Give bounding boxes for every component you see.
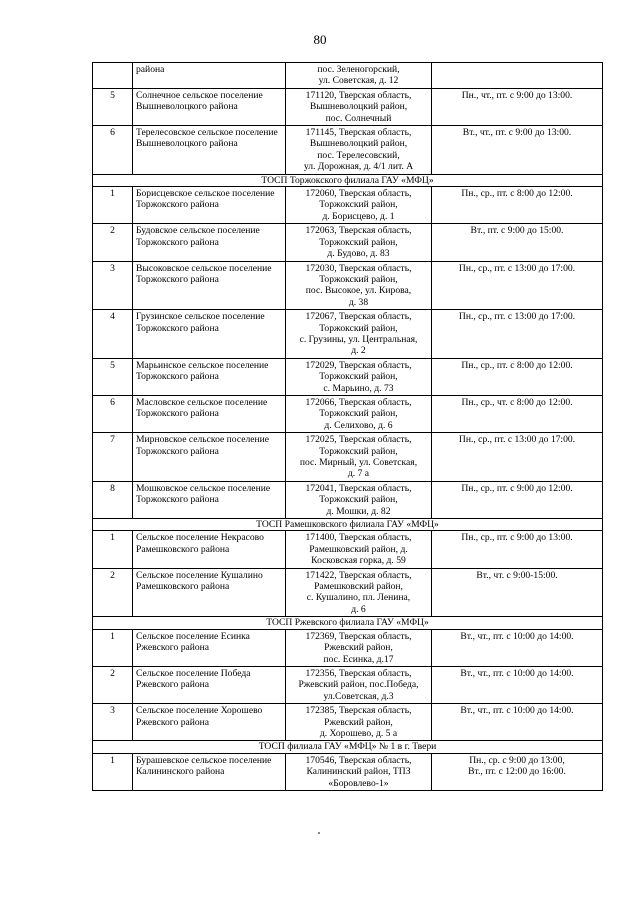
table-row xyxy=(93,753,603,790)
row-number-cell: 1 xyxy=(93,629,133,666)
hours-cell: Вт., пт. с 9:00 до 15:00. xyxy=(432,224,603,261)
table-row xyxy=(93,224,603,261)
row-number-cell: 1 xyxy=(93,753,133,790)
settlement-name-cell: Марьинское сельское поселение Торжокского района xyxy=(133,358,286,395)
hours-cell: Пн., ср., чт. с 8:00 до 12:00. xyxy=(432,395,603,432)
table-row xyxy=(93,704,603,741)
settlement-name-cell: Сельское поселение Кушалино Рамешковского района xyxy=(133,568,286,617)
section-header-row xyxy=(93,617,603,629)
row-number-cell: 3 xyxy=(93,704,133,741)
address-cell: 172067, Тверская область, Торжокский район, с. Грузины, ул. Центральная, д. 2 xyxy=(286,310,432,359)
address-cell: 171145, Тверская область, Вышневолоцкий район, пос. Терелесовский, ул. Дорожная, д. 4/1 лит. А xyxy=(286,126,432,175)
address-cell: 172060, Тверская область, Торжокский район, д. Борисцево, д. 1 xyxy=(286,187,432,224)
scan-speck xyxy=(318,832,320,834)
table-row xyxy=(93,433,603,482)
row-number-cell: 4 xyxy=(93,310,133,359)
row-number-cell: 2 xyxy=(93,666,133,703)
address-cell: 171422, Тверская область, Рамешковский район, с. Кушалино, пл. Ленина, д. 6 xyxy=(286,568,432,617)
settlement-name-cell: Будовское сельское поселение Торжокского района xyxy=(133,224,286,261)
settlement-name-cell: Сельское поселение Есинка Ржевского района xyxy=(133,629,286,666)
table-row xyxy=(93,261,603,310)
table-row xyxy=(93,666,603,703)
row-number-cell xyxy=(93,63,133,89)
address-cell: 171400, Тверская область, Рамешковский район, д. Косковская горка, д. 59 xyxy=(286,531,432,568)
hours-cell: Вт., чт. с 9:00-15:00. xyxy=(432,568,603,617)
hours-cell: Пн., ср., пт. с 8:00 до 12:00. xyxy=(432,187,603,224)
page-number: 80 xyxy=(313,32,327,47)
hours-cell: Пн., ср., пт. с 13:00 до 17:00. xyxy=(432,433,603,482)
table-row xyxy=(93,63,603,89)
address-cell: 172385, Тверская область, Ржевский район, д. Хорошево, д. 5 а xyxy=(286,704,432,741)
row-number-cell: 5 xyxy=(93,358,133,395)
table-row xyxy=(93,629,603,666)
table-row xyxy=(93,531,603,568)
address-cell: 172030, Тверская область, Торжокский район, пос. Высокое, ул. Кирова, д. 38 xyxy=(286,261,432,310)
row-number-cell: 2 xyxy=(93,224,133,261)
hours-cell: Пн., ср. с 9:00 до 13:00, Вт., пт. с 12:00 до 16:00. xyxy=(432,753,603,790)
hours-cell: Вт., чт., пт. с 9:00 до 13:00. xyxy=(432,126,603,175)
settlement-name-cell: Солнечное сельское поселение Вышневолоцкого района xyxy=(133,88,286,125)
address-cell: 172066, Тверская область, Торжокский район, д. Селихово, д. 6 xyxy=(286,395,432,432)
address-cell: 170546, Тверская область, Калининский район, ТПЗ «Боровлево-1» xyxy=(286,753,432,790)
settlement-name-cell: Масловское сельское поселение Торжокского района xyxy=(133,395,286,432)
settlement-name-cell: Сельское поселение Хорошево Ржевского района xyxy=(133,704,286,741)
row-number-cell: 7 xyxy=(93,433,133,482)
settlement-name-cell: Сельское поселение Победа Ржевского района xyxy=(133,666,286,703)
section-title: ТОСП филиала ГАУ «МФЦ» № 1 в г. Твери xyxy=(93,741,603,753)
settlement-name-cell: Бурашевское сельское поселение Калининского района xyxy=(133,753,286,790)
hours-cell: Пн., ср., пт. с 8:00 до 12:00. xyxy=(432,358,603,395)
settlement-name-cell: района xyxy=(133,63,286,89)
address-cell: 172041, Тверская область, Торжокский район, д. Мошки, д. 82 xyxy=(286,481,432,518)
table-row xyxy=(93,568,603,617)
address-cell: 172029, Тверская область, Торжокский район, с. Марьино, д. 73 xyxy=(286,358,432,395)
settlement-name-cell: Сельское поселение Некрасово Рамешковского района xyxy=(133,531,286,568)
settlement-name-cell: Терелесовское сельское поселение Вышневолоцкого района xyxy=(133,126,286,175)
address-cell: 172025, Тверская область, Торжокский район, пос. Мирный, ул. Советская, д. 7 а xyxy=(286,433,432,482)
settlement-name-cell: Борисцевское сельское поселение Торжокского района xyxy=(133,187,286,224)
address-cell: 171120, Тверская область, Вышневолоцкий район, пос. Солнечный xyxy=(286,88,432,125)
hours-cell: Вт., чт., пт. с 10:00 до 14:00. xyxy=(432,666,603,703)
section-title: ТОСП Торжокского филиала ГАУ «МФЦ» xyxy=(93,174,603,186)
hours-cell: Пн., ср., пт. с 9:00 до 13:00. xyxy=(432,531,603,568)
address-cell: пос. Зеленогорский, ул. Советская, д. 12 xyxy=(286,63,432,89)
row-number-cell: 6 xyxy=(93,395,133,432)
hours-cell: Пн., ср., пт. с 13:00 до 17:00. xyxy=(432,310,603,359)
hours-cell xyxy=(432,63,603,89)
section-header-row xyxy=(93,174,603,186)
hours-cell: Пн., ср., пт. с 13:00 до 17:00. xyxy=(432,261,603,310)
section-header-row xyxy=(93,519,603,531)
table-row xyxy=(93,310,603,359)
address-cell: 172356, Тверская область, Ржевский район, пос.Победа, ул.Советская, д.3 xyxy=(286,666,432,703)
settlement-name-cell: Мошковское сельское поселение Торжокского района xyxy=(133,481,286,518)
section-header-row xyxy=(93,741,603,753)
settlement-name-cell: Мирновское сельское поселение Торжокского района xyxy=(133,433,286,482)
row-number-cell: 6 xyxy=(93,126,133,175)
section-title: ТОСП Рамешковского филиала ГАУ «МФЦ» xyxy=(93,519,603,531)
table-row xyxy=(93,126,603,175)
row-number-cell: 3 xyxy=(93,261,133,310)
table-row xyxy=(93,395,603,432)
table-row xyxy=(93,481,603,518)
hours-cell: Вт., чт., пт. с 10:00 до 14:00. xyxy=(432,704,603,741)
row-number-cell: 1 xyxy=(93,531,133,568)
row-number-cell: 2 xyxy=(93,568,133,617)
table-body xyxy=(93,63,603,791)
offices-table xyxy=(92,62,603,791)
table-row xyxy=(93,358,603,395)
row-number-cell: 5 xyxy=(93,88,133,125)
hours-cell: Пн., ср., пт. с 9:00 до 12:00. xyxy=(432,481,603,518)
address-cell: 172369, Тверская область, Ржевский район, пос. Есинка, д.17 xyxy=(286,629,432,666)
row-number-cell: 8 xyxy=(93,481,133,518)
table-row xyxy=(93,88,603,125)
settlement-name-cell: Грузинское сельское поселение Торжокского района xyxy=(133,310,286,359)
hours-cell: Вт., чт., пт. с 10:00 до 14:00. xyxy=(432,629,603,666)
row-number-cell: 1 xyxy=(93,187,133,224)
table-row xyxy=(93,187,603,224)
hours-cell: Пн., чт., пт. с 9:00 до 13:00. xyxy=(432,88,603,125)
settlement-name-cell: Высоковское сельское поселение Торжокского района xyxy=(133,261,286,310)
section-title: ТОСП Ржевского филиала ГАУ «МФЦ» xyxy=(93,617,603,629)
address-cell: 172063, Тверская область, Торжокский район, д. Будово, д. 83 xyxy=(286,224,432,261)
